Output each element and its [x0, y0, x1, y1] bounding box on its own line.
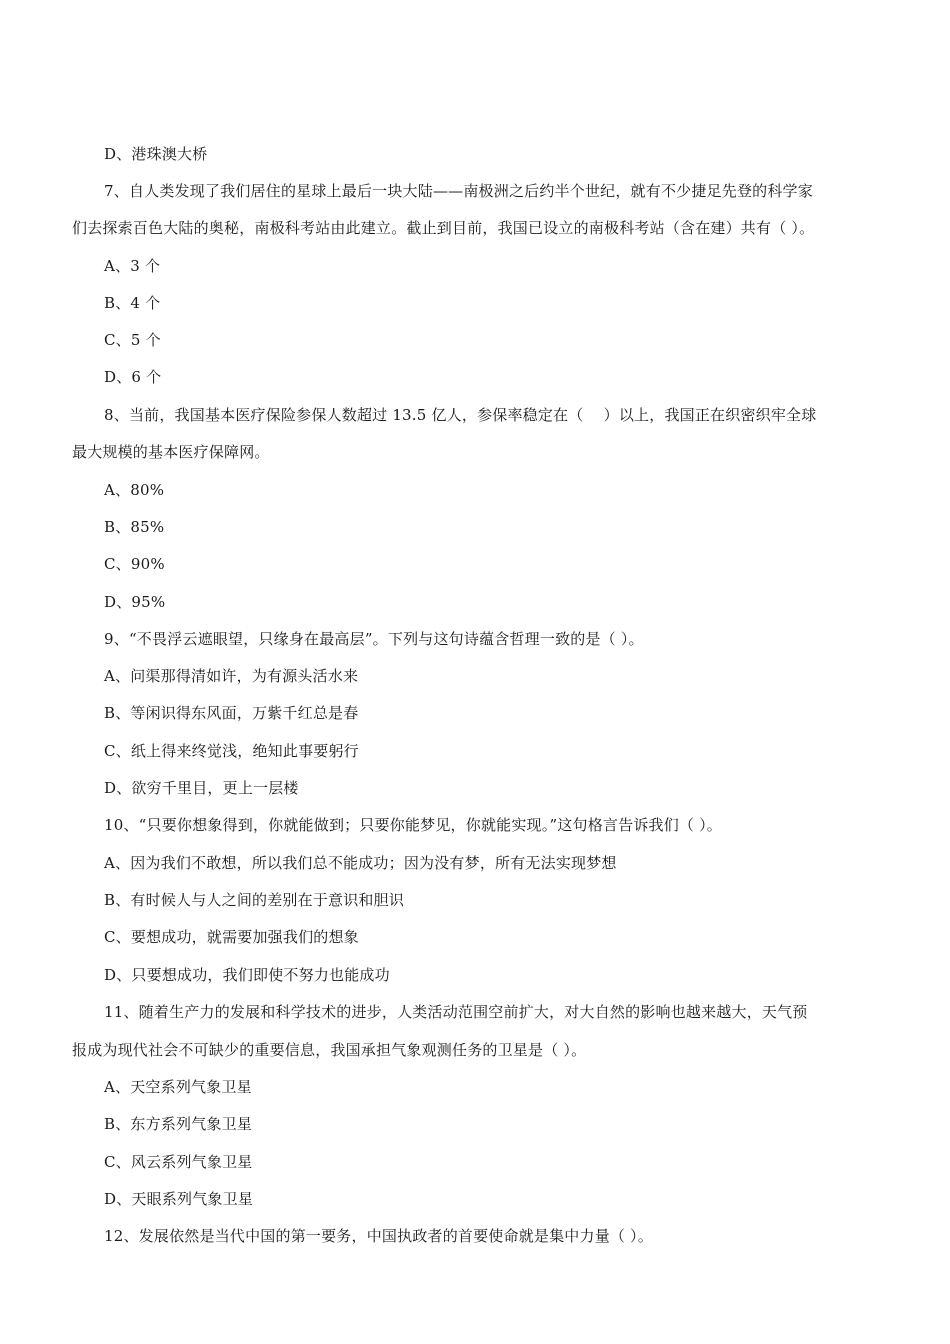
option-9c: C、纸上得来终觉浅，绝知此事要躬行 — [104, 742, 359, 760]
option-8a: A、80% — [104, 481, 165, 499]
option-10a: A、因为我们不敢想，所以我们总不能成功；因为没有梦，所有无法实现梦想 — [104, 854, 617, 872]
option-7a: A、3 个 — [104, 257, 161, 275]
option-9d: D、欲穷千里目，更上一层楼 — [104, 779, 299, 797]
question-8: 8、当前，我国基本医疗保险参保人数超过 13.5 亿人，参保率稳定在（ ）以上，我国正在织密织牢全球 — [104, 406, 817, 424]
option-7b: B、4 个 — [104, 294, 161, 312]
question-10: 10、“只要你想象得到，你就能做到；只要你能梦见，你就能实现。”这句格言告诉我们（ ）。 — [104, 816, 722, 834]
option-9b: B、等闲识得东风面，万紫千红总是春 — [104, 704, 359, 722]
option-8d: D、95% — [104, 593, 166, 611]
question-11-cont: 报成为现代社会不可缺少的重要信息，我国承担气象观测任务的卫星是（ ）。 — [72, 1041, 587, 1059]
option-10d: D、只要想成功，我们即使不努力也能成功 — [104, 966, 390, 984]
option-9a: A、问渠那得清如许，为有源头活水来 — [104, 667, 359, 685]
option-11d: D、天眼系列气象卫星 — [104, 1190, 254, 1208]
option-8b: B、85% — [104, 518, 165, 536]
option-7d: D、6 个 — [104, 368, 162, 386]
option-8c: C、90% — [104, 555, 165, 573]
question-7-cont: 们去探索百色大陆的奥秘，南极科考站由此建立。截止到目前，我国已设立的南极科考站（含在建）共有（ ）。 — [72, 219, 815, 237]
question-11: 11、随着生产力的发展和科学技术的进步，人类活动范围空前扩大，对大自然的影响也越来越大，天气预 — [104, 1003, 808, 1021]
question-7: 7、自人类发现了我们居住的星球上最后一块大陆——南极洲之后约半个世纪，就有不少捷足先登的科学家 — [104, 182, 813, 200]
question-8-cont: 最大规模的基本医疗保障网。 — [72, 443, 270, 461]
question-12: 12、发展依然是当代中国的第一要务，中国执政者的首要使命就是集中力量（ ）。 — [104, 1227, 653, 1245]
option-11b: B、东方系列气象卫星 — [104, 1115, 253, 1133]
question-9: 9、“不畏浮云遮眼望，只缘身在最高层”。下列与这句诗蕴含哲理一致的是（ ）。 — [104, 630, 644, 648]
option-10c: C、要想成功，就需要加强我们的想象 — [104, 928, 359, 946]
option-6d: D、港珠澳大桥 — [104, 145, 208, 163]
option-11c: C、风云系列气象卫星 — [104, 1153, 253, 1171]
option-10b: B、有时候人与人之间的差别在于意识和胆识 — [104, 891, 405, 909]
option-11a: A、天空系列气象卫星 — [104, 1078, 252, 1096]
option-7c: C、5 个 — [104, 331, 161, 349]
